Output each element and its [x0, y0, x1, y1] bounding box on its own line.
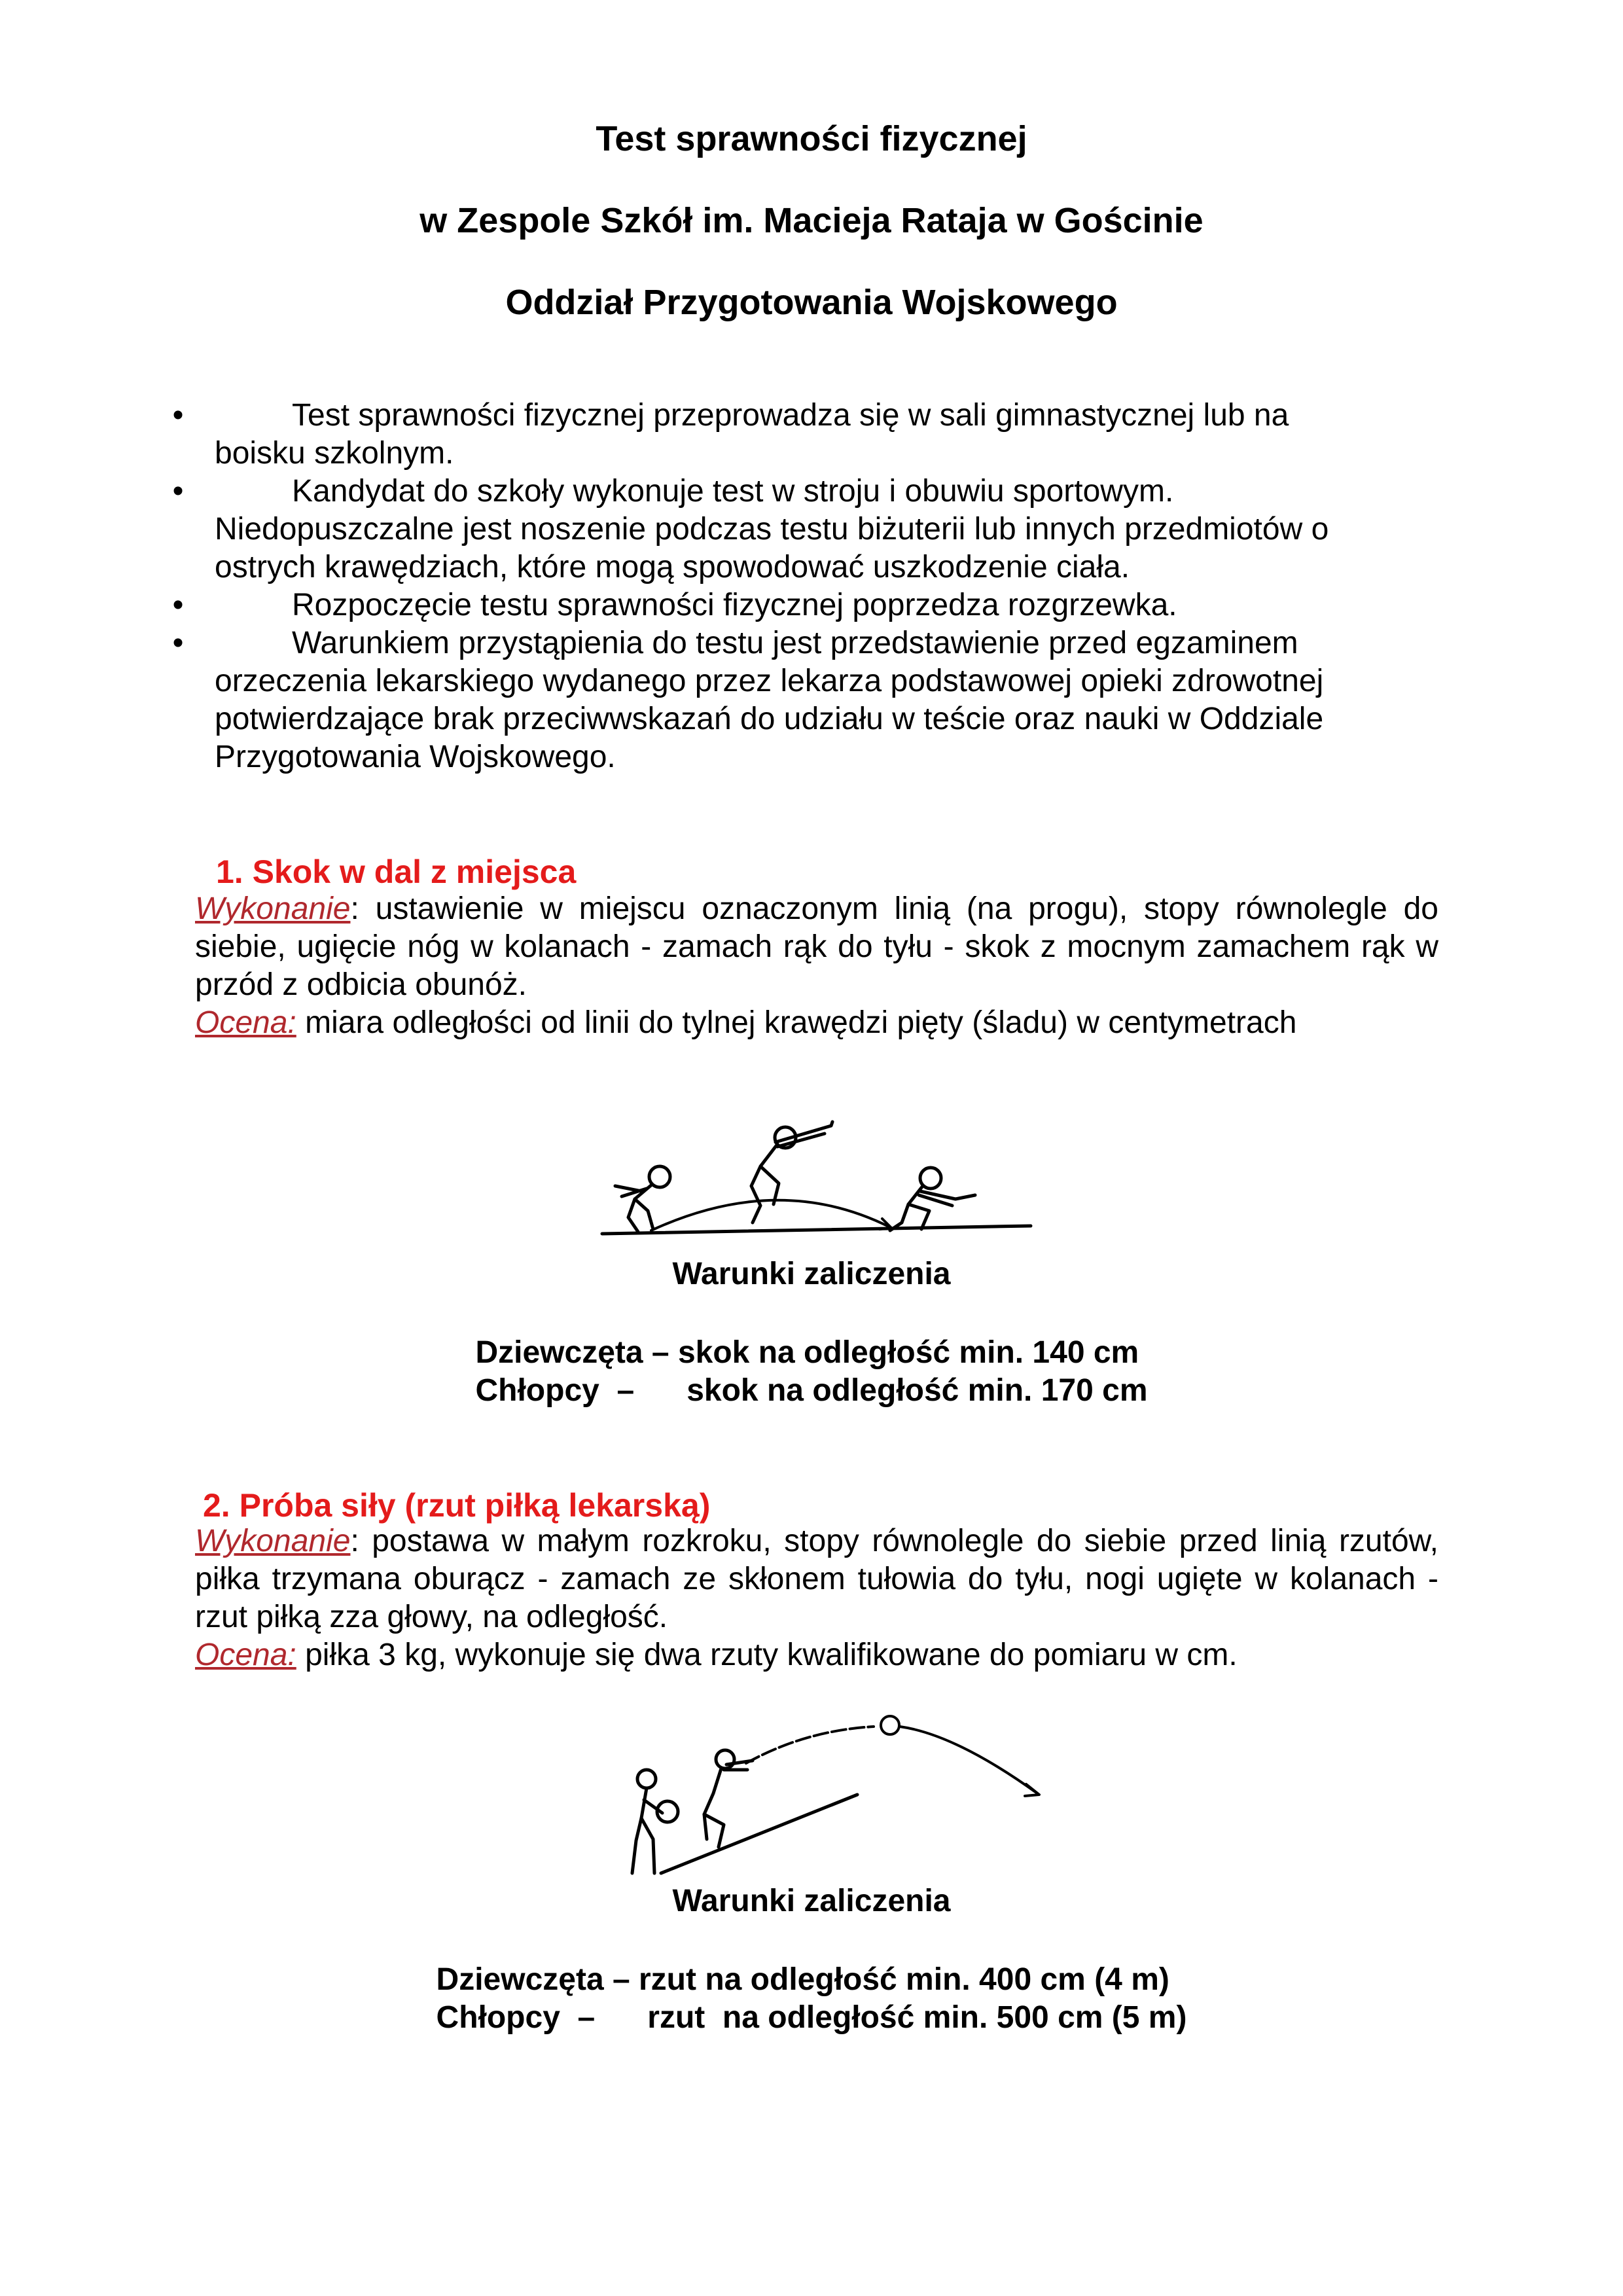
rules-list [165, 397, 1428, 776]
execution-text: : postawa w małym rozkroku, stopy równolegle do siebie przed linią rzutów, piłka trzymana oburącz - zamach ze skłonem tułowia do tyłu, nogi ugięte w kolanach - rzut piłką zza głowy, na odległość. [195, 1524, 1438, 1634]
list-item [165, 473, 1428, 586]
execution-label: Wykonanie [195, 891, 351, 926]
section-1-title: 1. Skok w dal z miejsca [216, 853, 577, 890]
section-1-requirements [0, 1334, 1623, 1410]
bullet-icon: • [172, 588, 184, 622]
requirement-boys: Chłopcy – skok na odległość min. 170 cm [475, 1373, 1148, 1408]
section-2-conditions-heading: Warunki zaliczenia [672, 1884, 951, 1918]
section-2-requirements [0, 1961, 1623, 2037]
ball-throw-illustration [576, 1702, 1073, 1885]
school-name: w Zespole Szkół im. Macieja Rataja w Gościnie [419, 201, 1204, 240]
department-name: Oddział Przygotowania Wojskowego [505, 283, 1118, 322]
scoring-label: Ocena: [195, 1638, 296, 1672]
bullet-icon: • [172, 626, 184, 660]
scoring-text: piłka 3 kg, wykonuje się dwa rzuty kwalifikowane do pomiaru w cm. [296, 1638, 1238, 1672]
requirement-girls: Dziewczęta – skok na odległość min. 140 cm [475, 1335, 1139, 1370]
section-1-conditions-heading: Warunki zaliczenia [672, 1257, 951, 1291]
requirement-girls: Dziewczęta – rzut na odległość min. 400 cm (4 m) [436, 1962, 1169, 1997]
list-item [165, 586, 1428, 624]
list-item-text-cont: orzeczenia lekarskiego wydanego przez lekarza podstawowej opieki zdrowotnej potwierdzające brak przeciwwskazań do udziału w teście oraz nauki w Oddziale Przygotowania Wojskowego. [215, 664, 1324, 774]
section-2-title: 2. Próba siły (rzut piłką lekarską) [203, 1487, 711, 1524]
section-2-scoring [195, 1636, 1438, 1674]
section-2-execution [195, 1522, 1438, 1636]
bullet-icon: • [172, 398, 184, 433]
list-item-text-cont: boisku szkolnym. [215, 436, 454, 471]
execution-text: : ustawienie w miejscu oznaczonym linią (na progu), stopy równolegle do siebie, ugięcie nóg w kolanach - zamach rąk do tyłu - skok z mocnym zamachem rąk w przód z odbicia obunóż. [195, 891, 1438, 1002]
list-item [165, 397, 1428, 473]
list-item-text-cont: Niedopuszczalne jest noszenie podczas testu biżuterii lub innych przedmiotów o ostrych krawędziach, które mogą spowodować uszkodzenie ciała. [215, 512, 1329, 584]
bullet-icon: • [172, 474, 184, 509]
scoring-text: miara odległości od linii do tylnej krawędzi pięty (śladu) w centymetrach [296, 1005, 1297, 1040]
list-item [165, 624, 1428, 776]
long-jump-illustration [589, 1113, 1047, 1253]
section-1-scoring [195, 1004, 1438, 1042]
list-item-text: Kandydat do szkoły wykonuje test w stroju i obuwiu sportowym. [292, 474, 1174, 509]
list-item-text: Test sprawności fizycznej przeprowadza się w sali gimnastycznej lub na [292, 398, 1289, 433]
execution-label: Wykonanie [195, 1524, 351, 1558]
document-title: Test sprawności fizycznej [596, 119, 1027, 158]
section-1-execution [195, 890, 1438, 1004]
scoring-label: Ocena: [195, 1005, 296, 1040]
list-item-text: Rozpoczęcie testu sprawności fizycznej poprzedza rozgrzewka. [292, 588, 1177, 622]
list-item-text: Warunkiem przystąpienia do testu jest przedstawienie przed egzaminem [292, 626, 1298, 660]
requirement-boys: Chłopcy – rzut na odległość min. 500 cm (5 m) [436, 2000, 1187, 2035]
